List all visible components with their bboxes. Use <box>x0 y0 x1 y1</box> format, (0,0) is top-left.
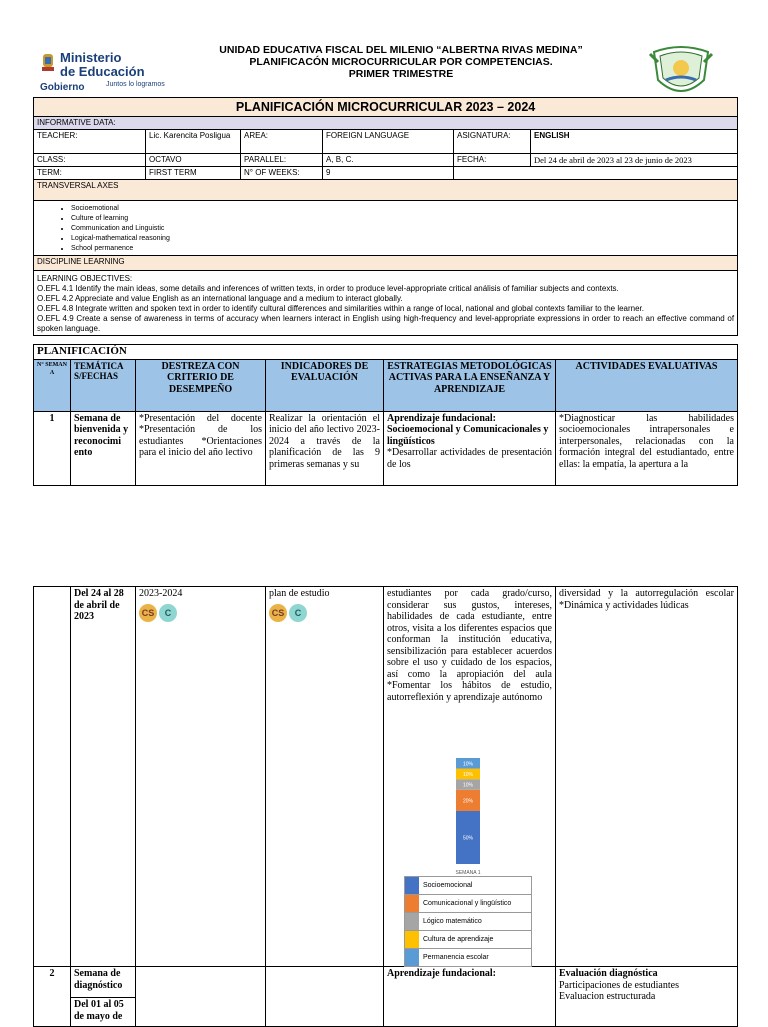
legend-swatch <box>405 949 419 966</box>
legend-item-0 <box>405 877 531 895</box>
class-value: OCTAVO <box>146 154 241 167</box>
indicadores-text: plan de estudio <box>269 588 330 599</box>
logo-ministerio-text: Ministerio <box>60 50 122 65</box>
legend-item-4 <box>405 949 531 966</box>
legend-item-2 <box>405 913 531 931</box>
header-title <box>160 44 642 80</box>
document-title: PLANIFICACIÓN MICROCURRICULAR 2023 – 2024 <box>34 98 738 117</box>
data-label-0: 50% <box>462 835 474 842</box>
actividades-line: Participaciones de estudiantes <box>559 979 679 991</box>
objective-item: O.EFL 4.2 Appreciate and value English as an international language and a medium to interact globally. <box>37 294 403 303</box>
objective-item: O.EFL 4.9 Create a sense of awareness in terms of accuracy when learners interact in English using high-frequency and level-appropriate expressions in order to reach an effective command of spoken language. <box>37 314 735 333</box>
logo-educacion-text: de Educación <box>60 64 145 79</box>
actividades-line: Evaluacion estructurada <box>559 991 656 1002</box>
axis-item: • Socioemotional <box>71 204 734 214</box>
page-break <box>0 488 768 584</box>
objective-item: O.EFL 4.8 Integrate written and spoken text in order to identify cultural differences and similarities within a range of local, national and global contexts familiar to the learner. <box>37 304 644 313</box>
stacked-bar-chart <box>402 756 538 876</box>
col-header-actividades: ACTIVIDADES EVALUATIVAS <box>556 359 738 411</box>
col-header-destreza: DESTREZA CON CRITERIO DE DESEMPEÑO <box>136 359 266 411</box>
indicadores-continued <box>266 587 384 967</box>
weeks-label: N° OF WEEKS: <box>241 167 323 180</box>
axis-item: • Culture of learning <box>71 214 734 224</box>
data-label-4: 10% <box>462 761 474 768</box>
teacher-value: Lic. Karencita Posligua <box>146 130 241 154</box>
area-label: AREA: <box>241 130 323 154</box>
indicadores-cell <box>266 967 384 1027</box>
planificacion-label: PLANIFICACIÓN <box>34 345 738 360</box>
destreza-year: 2023-2024 <box>139 588 183 599</box>
ministerio-logo <box>26 48 165 96</box>
discipline-learning-label: DISCIPLINE LEARNING <box>34 256 738 271</box>
area-value: FOREIGN LANGUAGE <box>323 130 454 154</box>
actividades-continued: diversidad y la autorregulación escolar *Dinámica y actividades lúdicas <box>556 587 738 967</box>
col-header-tematica: TEMÁTICA S/FECHAS <box>71 359 136 411</box>
coat-of-arms-icon <box>40 52 56 74</box>
legend-swatch <box>405 895 419 912</box>
indicadores-cell: Realizar la orientación el inicio del año lectivo 2023-2024 a través de la planificación de las 9 primeras semanas y su <box>266 411 384 485</box>
col-header-estrategias: ESTRATEGIAS METODOLÓGICAS ACTIVAS PARA LA ENSEÑANZA Y APRENDIZAJE <box>384 359 556 411</box>
header-line-3: PRIMER TRIMESTRE <box>348 68 454 80</box>
estrategia-cell <box>384 411 556 485</box>
cs-badge-icon: CS <box>139 604 157 622</box>
transversal-axes-list <box>34 201 738 256</box>
estrategia-cell: Aprendizaje fundacional: <box>384 967 556 1027</box>
weeks-value: 9 <box>323 167 454 180</box>
axis-item: • Communication and Linguistic <box>71 224 734 234</box>
planificacion-table <box>33 344 738 486</box>
objective-item: O.EFL 4.1 Identify the main ideas, some details and inferences of written texts, in order to produce level-appropriate critical análisis of familiar subjects and contexts. <box>37 284 619 293</box>
legend-swatch <box>405 931 419 948</box>
cs-badge-icon: CS <box>269 604 287 622</box>
week-number: 1 <box>34 411 71 485</box>
data-label-2: 10% <box>462 782 474 789</box>
header-line-1: UNIDAD EDUCATIVA FISCAL DEL MILENIO “ALBERTNA RIVAS MEDINA” <box>219 44 583 56</box>
destreza-continued <box>136 587 266 967</box>
fecha-value: Del 24 de abril de 2023 al 23 de junio de 2023 <box>531 154 738 167</box>
logo-juntos-text: Juntos lo logramos <box>106 81 165 88</box>
estrategia-heading: Aprendizaje fundacional: Socioemocional y Comunicacionales y lingüísticos <box>387 412 549 447</box>
week-topic-dates: Del 01 al 05 de mayo de <box>74 999 124 1022</box>
informative-data-label: INFORMATIVE DATA: <box>34 117 738 130</box>
parallel-label: PARALLEL: <box>241 154 323 167</box>
week-number-empty <box>34 587 71 967</box>
learning-objectives <box>34 271 738 336</box>
estrategia-text: *Desarrollar actividades de presentación de los <box>387 447 552 470</box>
col-header-indicadores: INDICADORES DE EVALUACIÓN <box>266 359 384 411</box>
parallel-value: A, B, C. <box>323 154 454 167</box>
legend-swatch <box>405 877 419 894</box>
legend-item-1 <box>405 895 531 913</box>
data-label-1: 20% <box>462 798 474 805</box>
estrategia-continued: estudiantes por cada grado/curso, considerar sus gustos, intereses, habilidades de cada estudiante, entre otros, visita a los diferentes espacios que conforman la institución educativa, sensibilización para establecer acuerdos sobre el uso y cuidado de los espacios, así como la apropiación del aula *Fomentar los hábitos de estudio, autorreflexión y aprendizaje autónomo <box>384 587 556 967</box>
logo-gobierno-text: Gobierno <box>40 82 85 93</box>
x-axis-label: SEMANA 1 <box>455 870 481 876</box>
empty-cell <box>454 167 738 180</box>
actividades-cell <box>556 967 738 1027</box>
term-value: FIRST TERM <box>146 167 241 180</box>
destreza-cell <box>136 967 266 1027</box>
class-label: CLASS: <box>34 154 146 167</box>
c-badge-icon: C <box>289 604 307 622</box>
document-header <box>0 40 768 96</box>
teacher-label: TEACHER: <box>34 130 146 154</box>
legend-swatch <box>405 913 419 930</box>
week-number: 2 <box>34 967 71 1027</box>
school-emblem-icon <box>646 44 716 100</box>
objectives-label: LEARNING OBJECTIVES: <box>37 274 133 283</box>
legend-label: Comunicacional y lingüístico <box>423 900 512 907</box>
legend-label: Socioemocional <box>423 882 473 889</box>
transversal-axes-label: TRANSVERSAL AXES <box>34 180 738 201</box>
axis-item: • Logical-mathematical reasoning <box>71 234 734 244</box>
term-label: TERM: <box>34 167 146 180</box>
destreza-cell: *Presentación del docente *Presentación de los estudiantes *Orientaciones para el inicio del año lectivo <box>136 411 266 485</box>
actividades-heading: Evaluación diagnóstica <box>559 968 658 979</box>
asignatura-label: ASIGNATURA: <box>454 130 531 154</box>
axis-item: • School permanence <box>71 244 734 254</box>
data-label-3: 10% <box>462 771 474 778</box>
legend-label: Permanencia escolar <box>423 954 489 961</box>
chart-legend <box>404 876 532 967</box>
c-badge-icon: C <box>159 604 177 622</box>
asignatura-value: ENGLISH <box>531 130 738 154</box>
week-topic: Semana de bienvenida y reconocimi ento <box>71 411 136 485</box>
informative-data-table <box>33 97 738 336</box>
legend-item-3 <box>405 931 531 949</box>
actividades-cell: *Diagnosticar las habilidades socioemocionales intrapersonales e interpersonales, relacionadas con la formación integral del estudiantado, entre ellas: la empatía, la apertura a la <box>556 411 738 485</box>
planificacion-table-continued <box>33 586 738 1027</box>
week-topic <box>71 967 136 1027</box>
header-line-2: PLANIFICACÓN MICROCURRICULAR POR COMPETENCIAS. <box>249 56 553 68</box>
fecha-label: FECHA: <box>454 154 531 167</box>
week-topic-title: Semana de diagnóstico <box>71 967 135 998</box>
week-dates: Del 24 al 28 de abril de 2023 <box>71 587 136 967</box>
col-header-semana: N° SEMAN A <box>34 359 71 411</box>
legend-label: Lógico matemático <box>423 918 482 925</box>
legend-label: Cultura de aprendizaje <box>423 936 494 943</box>
